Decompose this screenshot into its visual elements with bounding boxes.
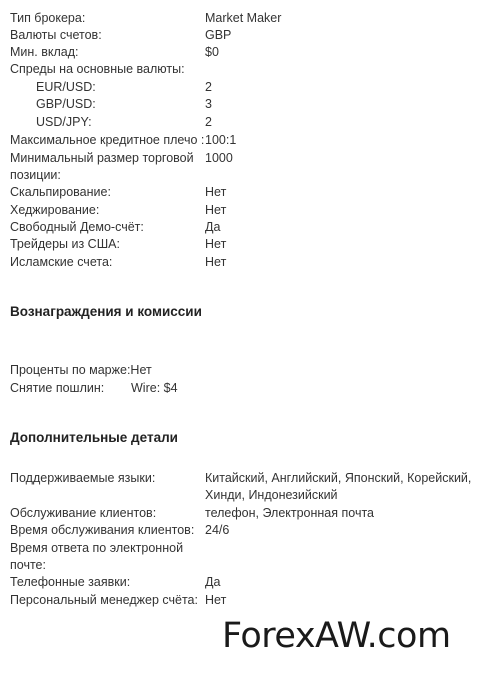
spreads-label: Спреды на основные валюты: (10, 62, 185, 76)
demo-account-value: Да (205, 220, 221, 234)
spread-gbpusd-label: GBP/USD: (36, 97, 96, 111)
spread-gbpusd-value: 3 (205, 97, 212, 111)
islamic-accounts-value: Нет (205, 255, 227, 269)
min-trade-size-value: 1000 (205, 151, 233, 165)
max-leverage-label: Максимальное кредитное плечо : (10, 133, 205, 147)
account-manager-label: Персональный менеджер счёта: (10, 593, 198, 607)
margin-interest-row: Проценты по марже:Нет (10, 363, 152, 377)
account-currency-label: Валюты счетов: (10, 28, 102, 42)
us-traders-label: Трейдеры из США: (10, 237, 120, 251)
us-traders-value: Нет (205, 237, 227, 251)
broker-type-value: Market Maker (205, 11, 282, 25)
customer-service-label: Обслуживание клиентов: (10, 506, 157, 520)
phone-orders-label: Телефонные заявки: (10, 575, 131, 589)
account-manager-value: Нет (205, 593, 227, 607)
hedging-value: Нет (205, 203, 227, 217)
languages-label: Поддерживаемые языки: (10, 471, 156, 485)
withdrawal-value: Wire: $4 (131, 381, 178, 395)
demo-account-label: Свободный Демо-счёт: (10, 220, 144, 234)
languages-value: Китайский, Английский, Японский, Корейский, Хинди, Индонезийский (205, 471, 472, 502)
scalping-value: Нет (205, 185, 227, 199)
spread-usdjpy-label: USD/JPY: (36, 115, 92, 129)
site-watermark: ForexAW.com (222, 616, 451, 656)
service-hours-label: Время обслуживания клиентов: (10, 523, 195, 537)
spread-eurusd-label: EUR/USD: (36, 80, 96, 94)
details-heading: Дополнительные детали (10, 430, 178, 445)
min-deposit-label: Мин. вклад: (10, 45, 79, 59)
email-response-label: Время ответа по электронной почте: (10, 541, 184, 572)
broker-type-label: Тип брокера: (10, 11, 86, 25)
max-leverage-value: 100:1 (205, 133, 237, 147)
min-trade-size-label: Минимальный размер торговой позиции: (10, 151, 194, 182)
hedging-label: Хеджирование: (10, 203, 100, 217)
islamic-accounts-label: Исламские счета: (10, 255, 113, 269)
spread-eurusd-value: 2 (205, 80, 212, 94)
scalping-label: Скальпирование: (10, 185, 111, 199)
phone-orders-value: Да (205, 575, 221, 589)
withdrawal-label: Снятие пошлин: (10, 381, 105, 395)
customer-service-value: телефон, Электронная почта (205, 506, 375, 520)
min-deposit-value: $0 (205, 45, 219, 59)
service-hours-value: 24/6 (205, 523, 230, 537)
rewards-heading: Вознаграждения и комиссии (10, 304, 202, 319)
account-currency-value: GBP (205, 28, 232, 42)
spread-usdjpy-value: 2 (205, 115, 212, 129)
